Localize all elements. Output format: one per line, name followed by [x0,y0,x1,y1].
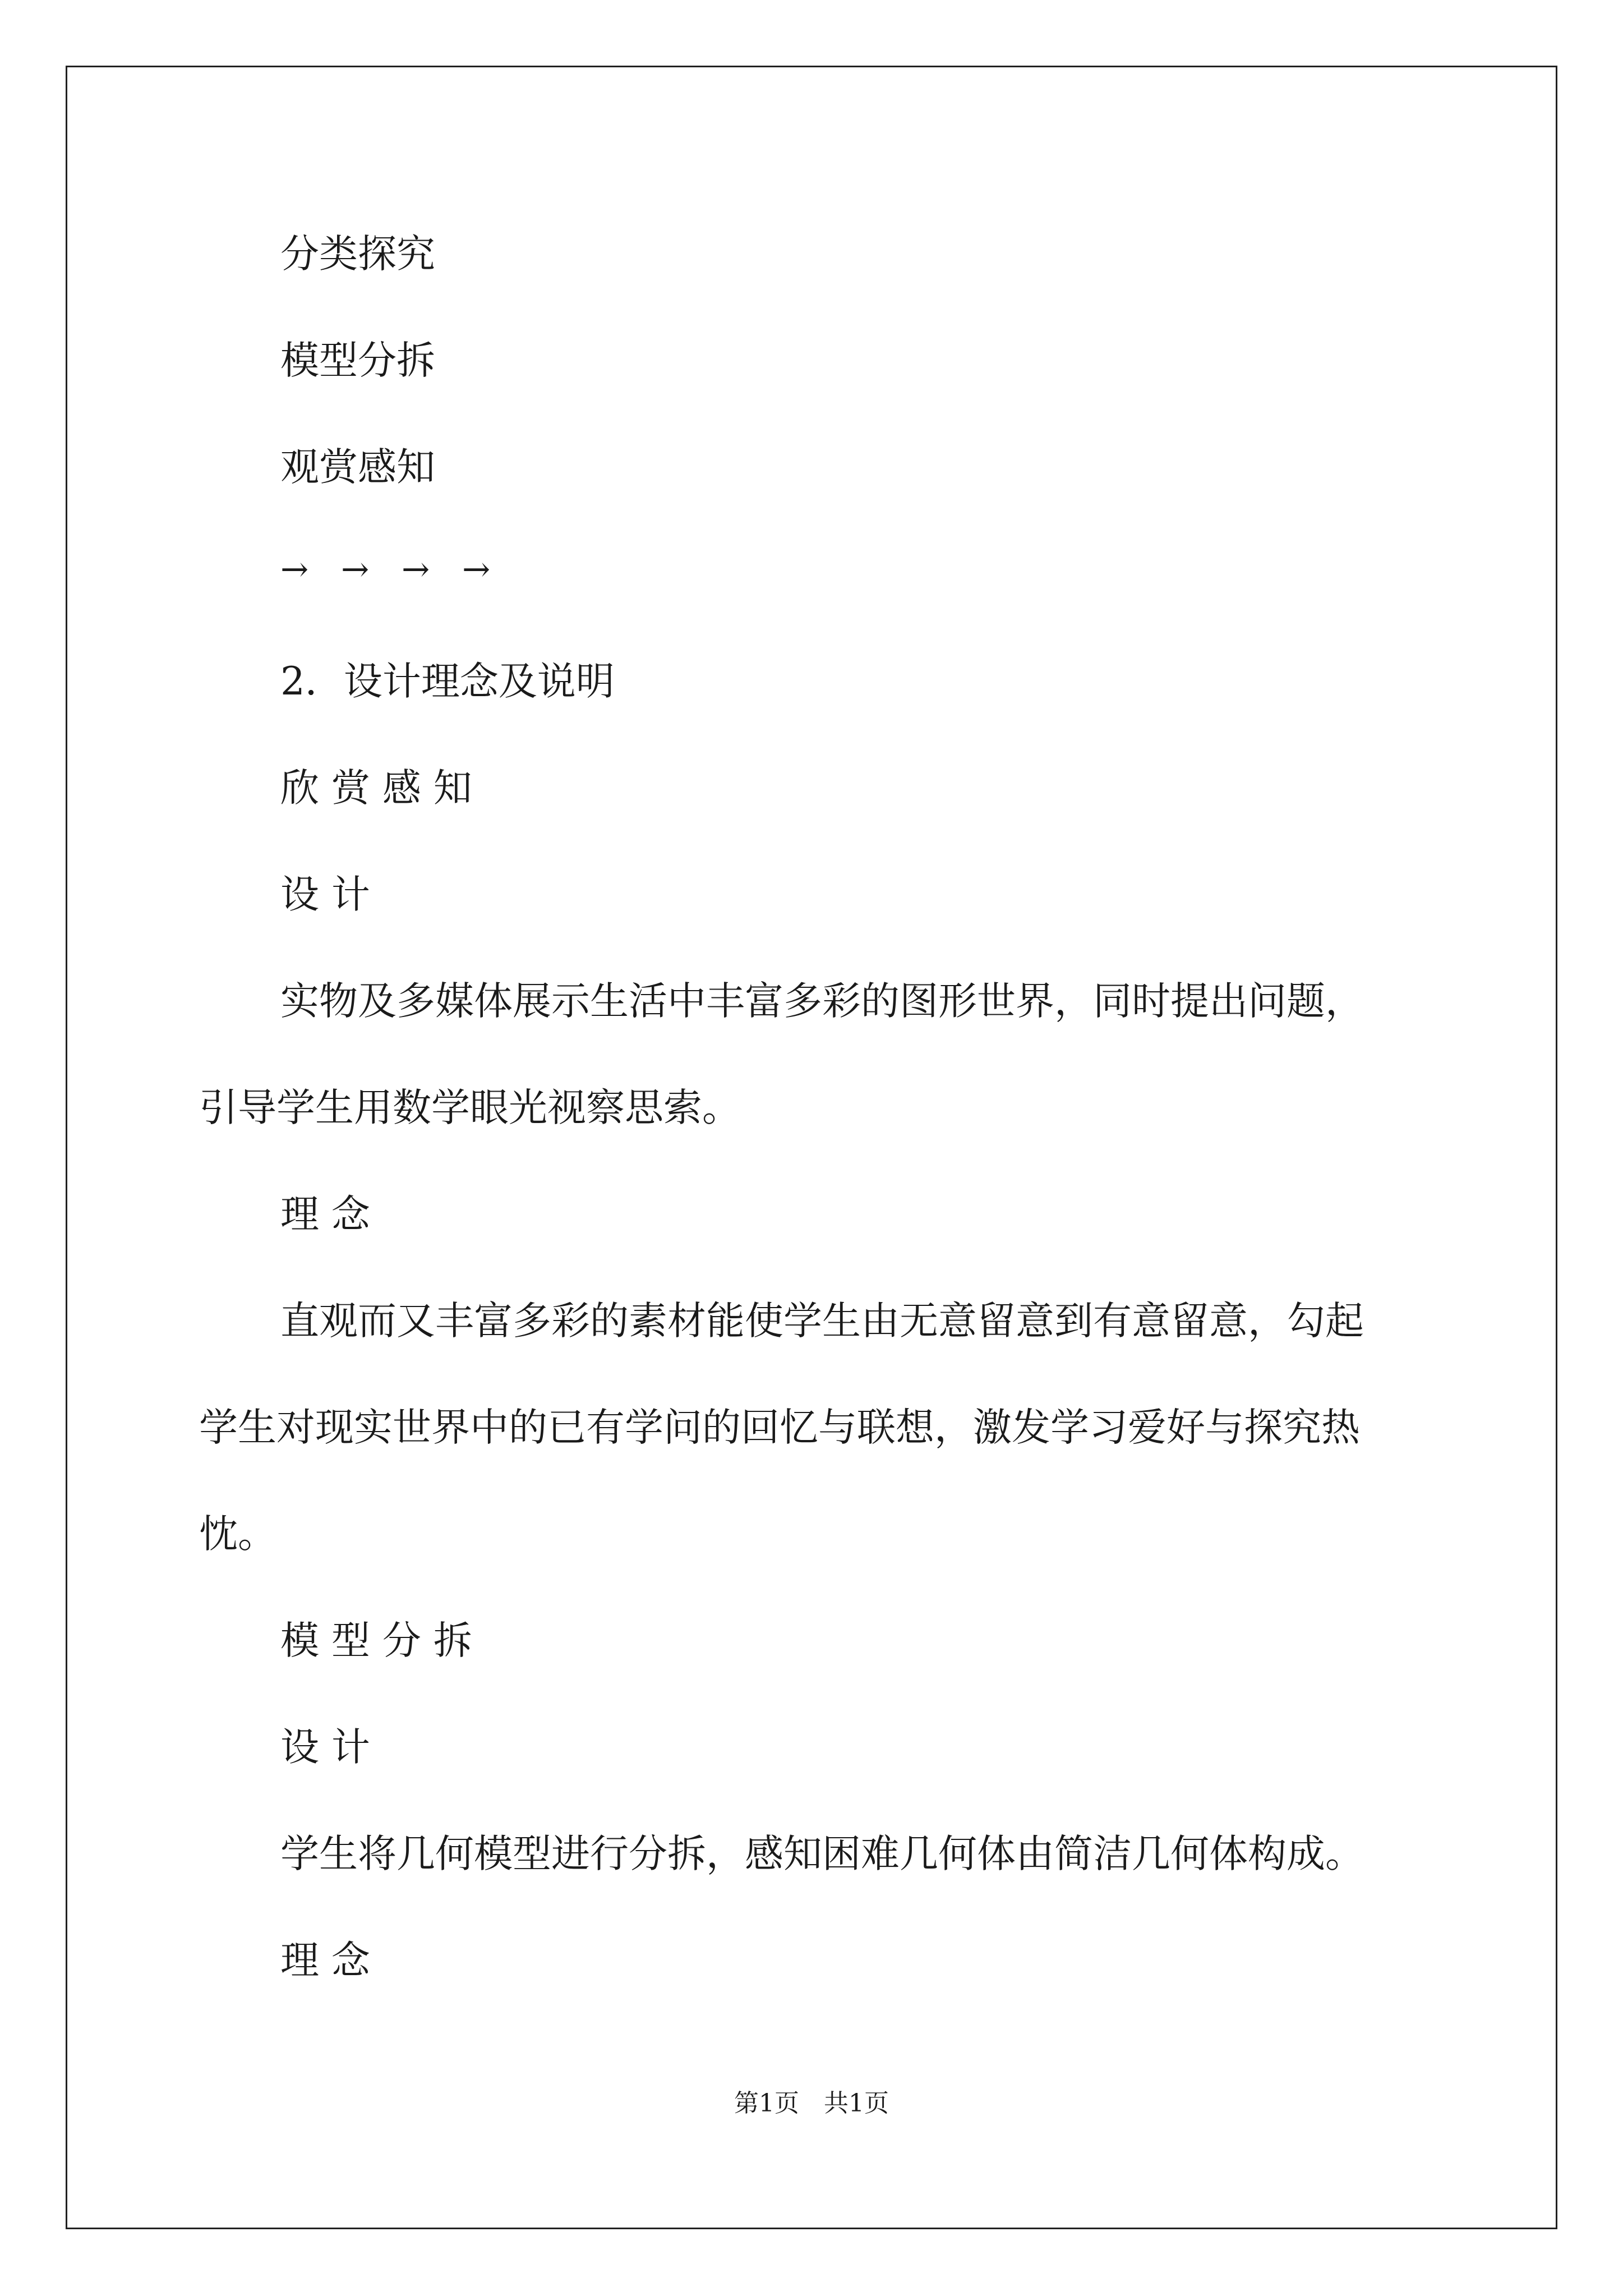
text-line-15: 学生将几何模型进行分拆，感知困难几何体由简洁几何体构成。 [280,1832,1364,1876]
text-line-8: 引导学生用数学眼光视察思索。 [199,1085,741,1130]
text-line-3: 观赏感知 [280,445,435,490]
arrow-icon: → [402,550,430,589]
text-line-7: 实物及多媒体展示生活中丰富多彩的图形世界，同时提出问题， [280,979,1364,1024]
text-line-12: 忱。 [199,1512,276,1557]
arrow-icon: → [462,550,491,589]
text-line-1: 分类探究 [280,232,435,277]
text-line-16: 理 念 [280,1938,370,1983]
arrow-icon: → [341,550,370,589]
text-line-9: 理 念 [280,1192,370,1237]
arrow-icon: → [280,550,309,589]
text-line-14: 设 计 [280,1725,370,1770]
text-line-10: 直观而又丰富多彩的素材能使学生由无意留意到有意留意，勾起 [280,1299,1364,1343]
page-border [66,66,1557,2229]
text-line-6: 设 计 [280,872,370,917]
text-line-11: 学生对现实世界中的已有学问的回忆与联想，激发学习爱好与探究热 [199,1405,1360,1450]
page-footer: 第1页 共1页 [734,2089,889,2118]
text-line-2: 模型分拆 [280,338,435,383]
text-line-13: 模 型 分 拆 [280,1618,472,1663]
section-heading: 2．设计理念及说明 [280,659,615,704]
text-line-5: 欣 赏 感 知 [280,766,472,811]
arrow-sequence [280,547,523,592]
